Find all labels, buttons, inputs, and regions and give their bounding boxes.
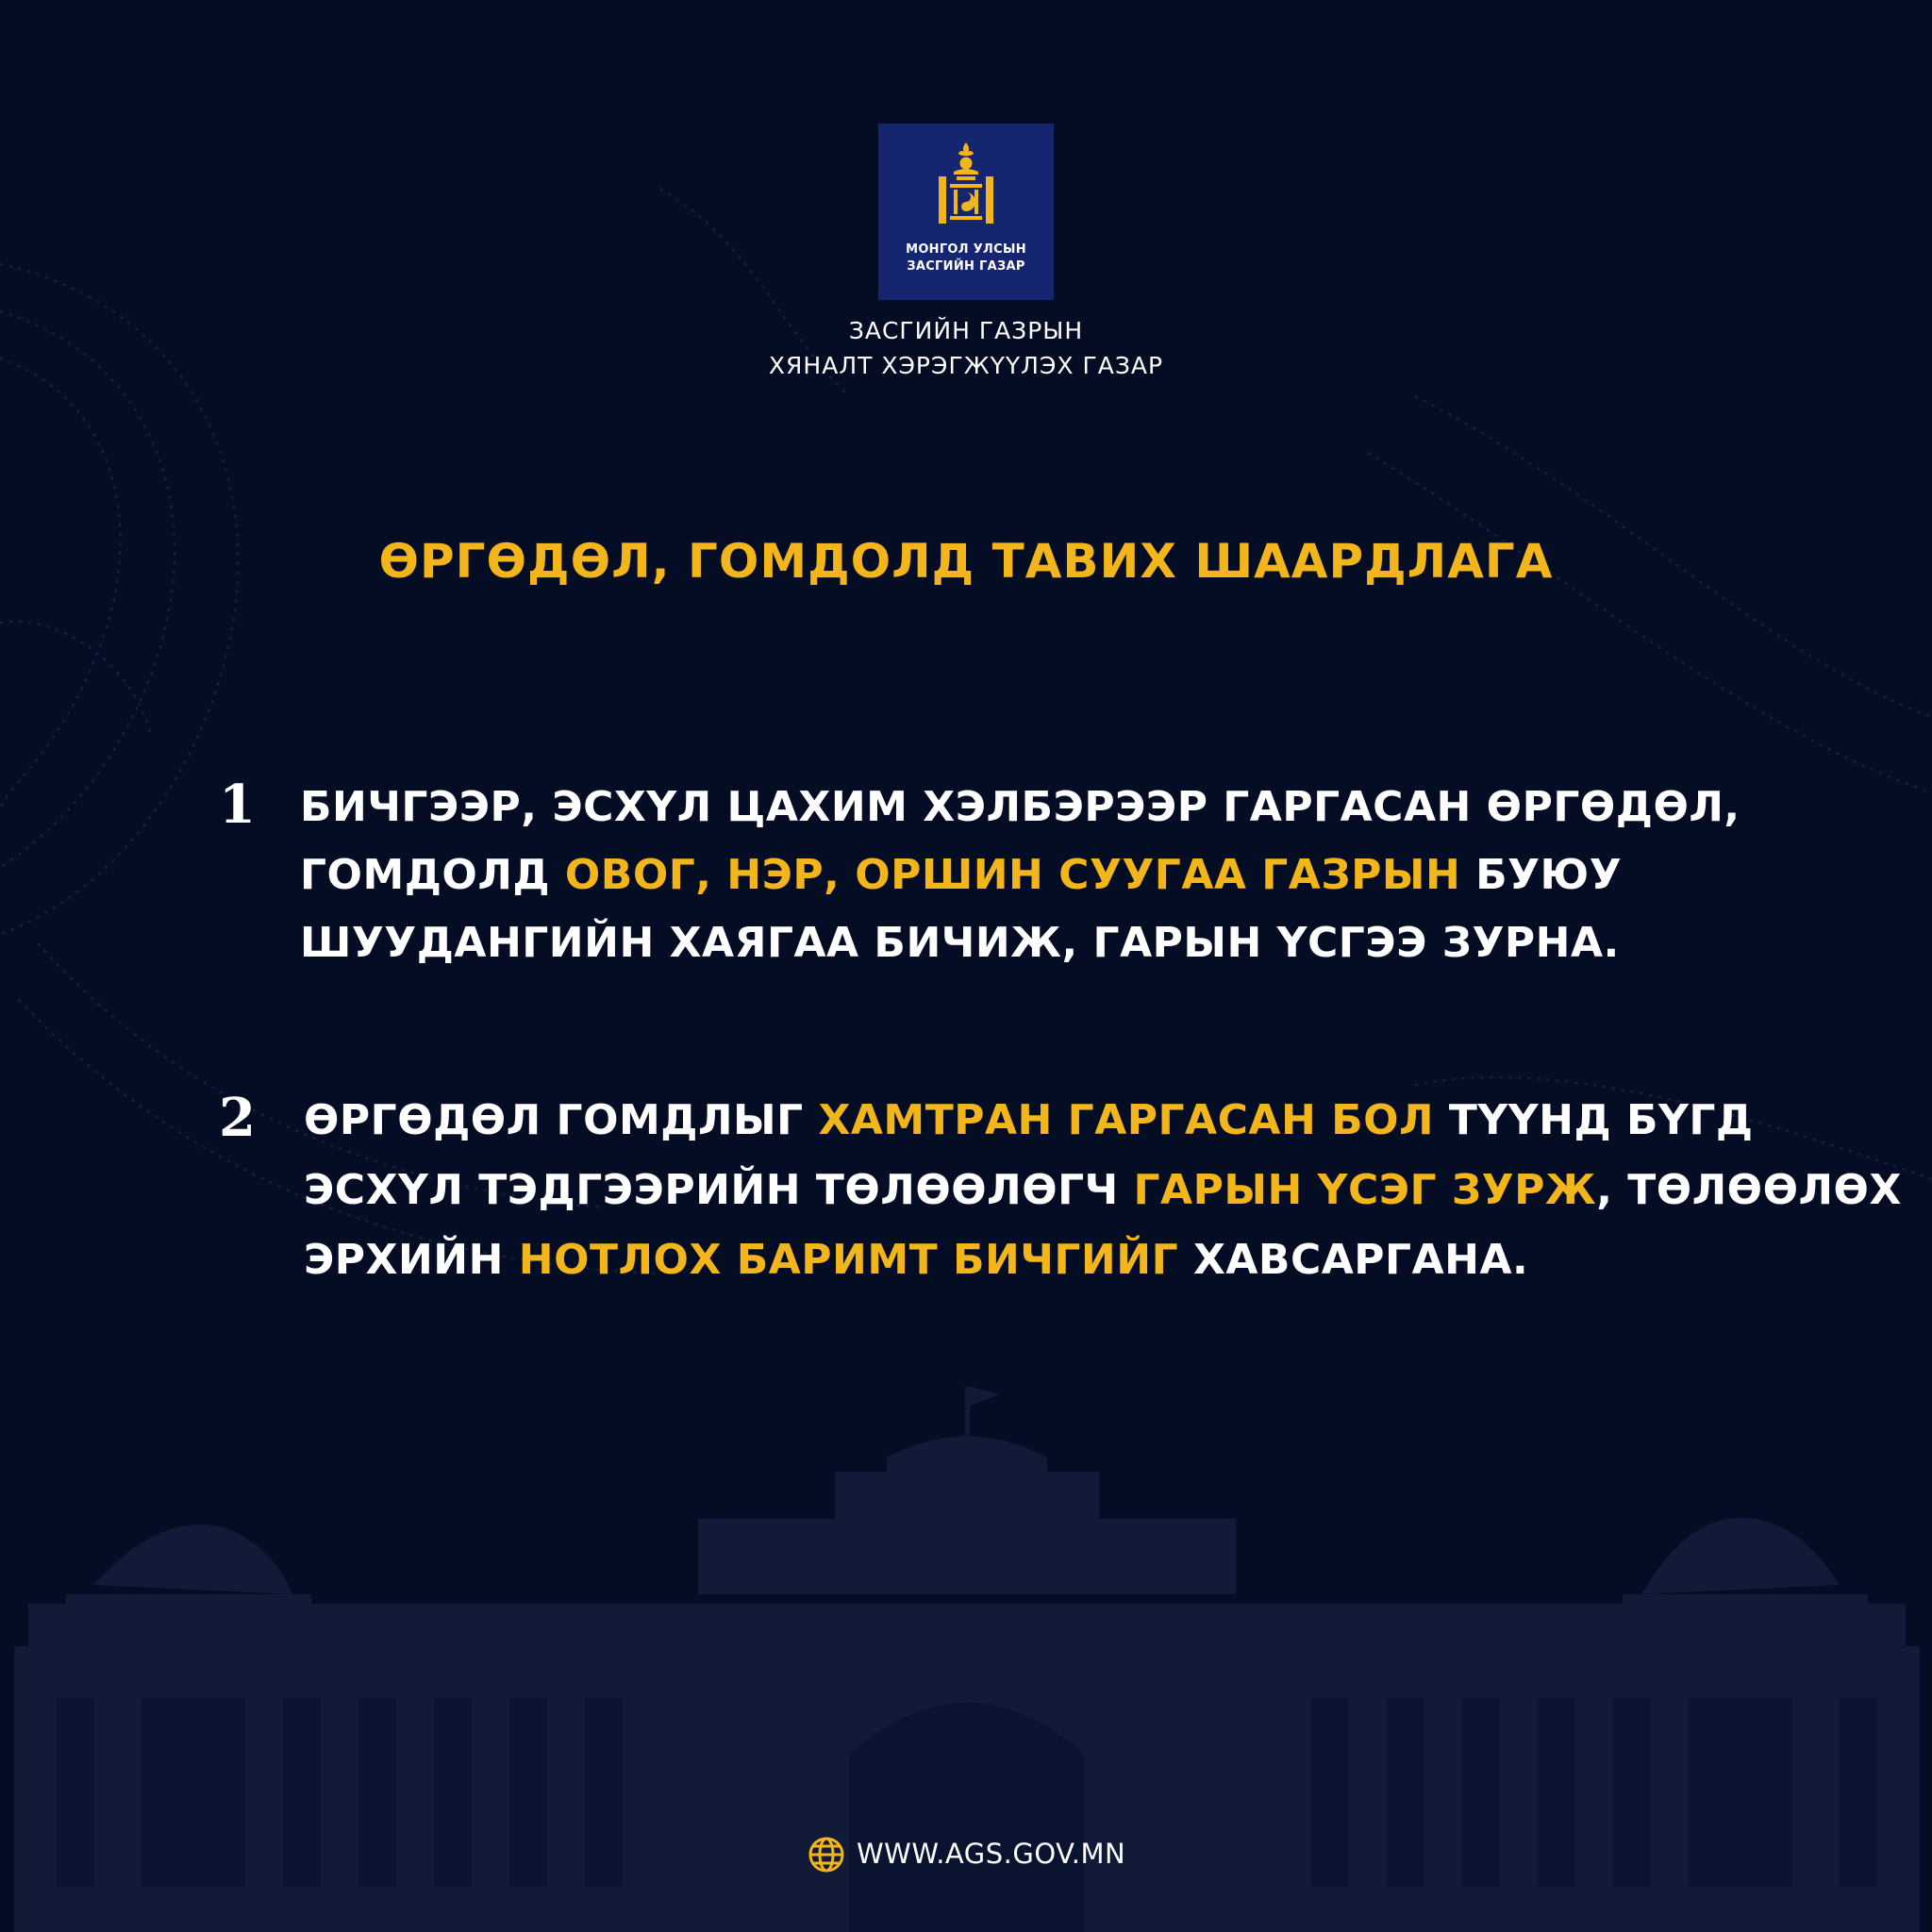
text-segment: ХАВСАРГАНА.: [1178, 1236, 1529, 1284]
item-text-line: [304, 1236, 1528, 1284]
text-segment: , ТӨЛӨӨЛӨХ: [1596, 1166, 1902, 1214]
highlighted-text: НОТЛОХ БАРИМТ БИЧГИЙГ: [518, 1236, 1179, 1284]
text-segment: ЭСХҮЛ ТЭДГЭЭРИЙН ТӨЛӨӨЛӨГЧ: [304, 1166, 1134, 1214]
text-segment: ЭРХИЙН: [304, 1236, 519, 1284]
item-number: 2: [219, 1087, 256, 1149]
item-text-line: [304, 1166, 1902, 1214]
website-link[interactable]: WWW.AGS.GOV.MN: [857, 1838, 1126, 1870]
item-text-line: ШУУДАНГИЙН ХАЯГАА БИЧИЖ, ГАРЫН ҮСГЭЭ ЗУРНА.: [300, 919, 1620, 967]
emblem-caption-line1: МОНГОЛ УЛСЫН: [906, 242, 1026, 257]
organization-name-line1: ЗАСГИЙН ГАЗРЫН: [848, 317, 1084, 344]
text-segment: ТҮҮНД БҮГД: [1434, 1096, 1754, 1144]
item-text-line: БИЧГЭЭР, ЭСХҮЛ ЦАХИМ ХЭЛБЭРЭЭР ГАРГАСАН ӨРГӨДӨЛ,: [300, 783, 1740, 831]
highlighted-text: ГАРЫН ҮСЭГ ЗУРЖ: [1133, 1166, 1597, 1214]
page-title: ӨРГӨДӨЛ, ГОМДОЛД ТАВИХ ШААРДЛАГА: [378, 534, 1554, 589]
text-segment: ӨРГӨДӨЛ ГОМДЛЫГ: [304, 1096, 819, 1144]
emblem-caption-line2: ЗАСГИЙН ГАЗАР: [907, 259, 1025, 274]
government-emblem-logo: [878, 124, 1054, 300]
globe-icon: [808, 1836, 845, 1874]
highlighted-text: ОВОГ, НЭР, ОРШИН СУУГАА ГАЗРЫН: [564, 851, 1461, 899]
item-number: 1: [219, 774, 256, 836]
soyombo-emblem-icon: [927, 141, 1005, 225]
text-segment: БУЮУ: [1460, 851, 1623, 899]
text-segment: ГОМДОЛД: [300, 851, 565, 899]
item-text-line: [300, 851, 1622, 899]
organization-name-line2: ХЯНАЛТ ХЭРЭГЖҮҮЛЭХ ГАЗАР: [768, 352, 1164, 379]
highlighted-text: ХАМТРАН ГАРГАСАН БОЛ: [818, 1096, 1435, 1144]
item-text-line: [304, 1096, 1754, 1144]
